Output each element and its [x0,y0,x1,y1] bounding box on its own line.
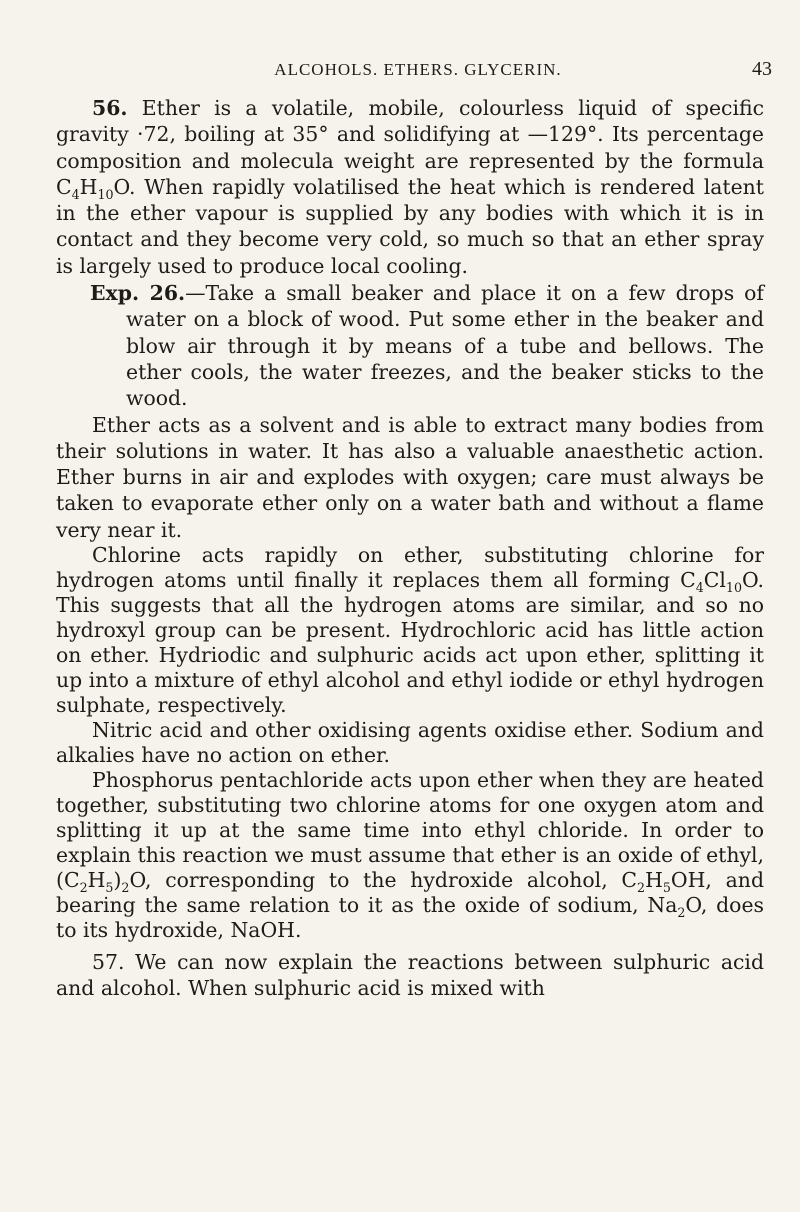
running-title: ALCOHOLS. ETHERS. GLYCERIN. [274,60,562,79]
section-56-text-2: O. When rapidly volatilised the heat which is rendered latent in the ether vapour is supplied by any bodies with which it is in contact and they become very cold, so much so that an ether spray is largely used to produce local cooling. [56,174,764,278]
paragraph-solvent: Ether acts as a solvent and is able to extract many bodies from their solutions in water. It has also a valuable anaesthetic action. Ether burns in air and explodes with oxygen; care must always be taken to evaporate ether only on a water bath and without a flame very near it. [56,412,764,542]
section-number: 56. [92,96,128,120]
section-56-text-1: Ether is a volatile, mobile, colourless liquid of specific gravity ·72, boiling at 35° and solidifying at —129°. Its percentage composition and molecula weight are represented by the formula C [56,96,764,199]
paragraph-chlorine: Chlorine acts rapidly on ether, substituting chlorine for hydrogen atoms until finally it replaces them all forming $C_4Cl_{10}O$. This suggests that all the hydrogen atoms are similar, and so no hydroxyl group can be present. Hydrochloric acid has little action on ether. Hydriodic and sulphuric acids act upon ether, splitting it up into a mixture of ethyl alcohol and ethyl iodide or ethyl hydrogen sulphate, respectively. [56,543,764,718]
paragraph-section-56: 56. Ether is a volatile, mobile, colourless liquid of specific gravity ·72, boiling at 35° and solidifying at —129°. Its percentage composition and molecula weight are represented by the formula $C_4H_{10}O$. When rapidly volatilised the heat which is rendered latent in the ether vapour is supplied by any bodies with which it is in contact and they become very cold, so much so that an ether spray is largely used to produce local cooling. [56,96,764,278]
section-number-57: 57. [92,950,125,975]
experiment-label: Exp. 26. [90,281,186,306]
experiment-text: —Take a small beaker and place it on a few drops of water on a block of wood. Put some ether in the beaker and blow air through it by means of a tube and bellows. The ether cools, the water freezes, and the beaker sticks to the wood. [126,281,764,411]
running-header [64,58,772,88]
paragraph-phosphorus: Phosphorus pentachloride acts upon ether when they are heated together, substituting two chlorine atoms for one oxygen atom and splitting it up at the same time into ethyl chloride. In order to explain this reaction we must assume that ether is an oxide of ethyl, $(C_2H_5)_2O$, corresponding to the hydroxide alcohol, $C_2H_5OH$, and bearing the same relation to it as the oxide of sodium, $Na_2O$, does to its hydroxide, NaOH. [56,768,764,943]
page-body [56,95,764,1002]
paragraph-section-57 [56,949,764,1002]
section-57-text: We can now explain the reactions between sulphuric acid and alcohol. When sulphuric acid is mixed with [56,950,765,1001]
paragraph-experiment-26 [56,280,764,411]
page-number: 43 [752,58,772,80]
paragraph-nitric: Nitric acid and other oxidising agents oxidise ether. Sodium and alkalies have no action on ether. [56,718,764,768]
